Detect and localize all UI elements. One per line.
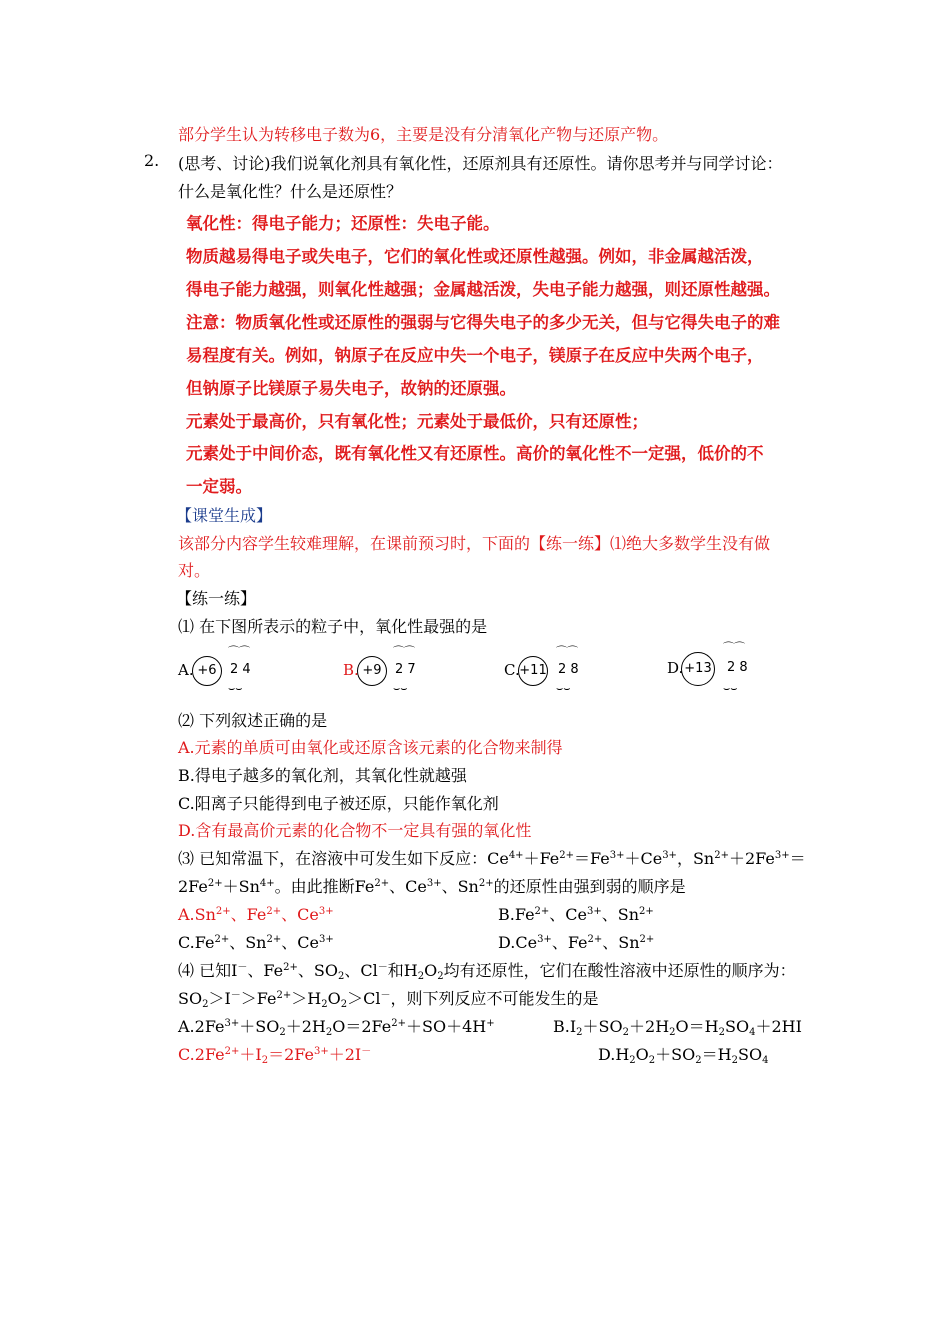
q2-number: 2.: [144, 151, 160, 170]
shell-arc-top-icon: ⌒⌒: [556, 645, 578, 658]
shell-arc-bottom-icon: ⌣⌣: [228, 682, 243, 695]
p2-option-b: B.得电子越多的氧化剂，其氧化性就越强: [178, 766, 467, 785]
p1-option-a-nucleus: +6: [192, 656, 222, 686]
p4-option-d: $D.H_2O_2+SO_2=H_2SO_4$: [598, 1045, 769, 1066]
p1-option-d-shells: 2 8: [727, 660, 748, 675]
p1-option-a-label: A.: [178, 661, 194, 679]
q2-line1: (思考、讨论)我们说氧化剂具有氧化性，还原剂具有还原性。请你思考并与同学讨论：: [178, 154, 783, 173]
p2-option-d: D.含有最高价元素的化合物不一定具有强的氧化性: [178, 821, 532, 840]
p2-stem: ⑵ 下列叙述正确的是: [178, 711, 328, 730]
section-class-heading: 【课堂生成】: [176, 506, 273, 525]
p2-option-c: C.阳离子只能得到电子被还原，只能作氧化剂: [178, 794, 499, 813]
p1-option-c: [504, 640, 614, 700]
answer-line-7: 元素处于最高价，只有氧化性；元素处于最低价，只有还原性；: [186, 412, 648, 431]
p1-option-b-shells: 2 7: [395, 662, 416, 677]
answer-line-4: 注意：物质氧化性或还原性的强弱与它得失电子的多少无关，但与它得失电子的难: [186, 313, 780, 332]
answer-line-1: 氧化性：得电子能力；还原性：失电子能。: [186, 214, 500, 233]
p4-option-c: $C.2Fe^{2+}+I_2=2Fe^{3+}+2I^-$: [178, 1045, 372, 1066]
p1-option-a: [178, 640, 288, 700]
intro-note: 部分学生认为转移电子数为6，主要是没有分清氧化产物与还原产物。: [178, 125, 669, 144]
p4-stem-line-2: $SO_2>I^->Fe^{2+}>H_2O_2>Cl^-$，则下列反应不可能发生的是: [178, 989, 599, 1010]
shell-arc-top-icon: ⌒⌒: [228, 645, 250, 658]
p1-stem: ⑴ 在下图所表示的粒子中，氧化性最强的是: [178, 617, 488, 636]
p1-option-b-label: B.: [343, 661, 359, 679]
p1-option-d: [667, 636, 777, 696]
answer-line-9: 一定弱。: [186, 477, 252, 496]
p3-stem-line-1: ⑶ 已知常温下，在溶液中可发生如下反应：$Ce^{4+}+Fe^{2+}=Fe^{3+}+Ce^{3+}$，$Sn^{2+}+2Fe^{3+}=$: [178, 849, 806, 868]
class-note-line-1: 该部分内容学生较难理解，在课前预习时，下面的【练一练】⑴绝大多数学生没有做: [178, 534, 771, 553]
p3-option-d: $D.Ce^{3+}$、$Fe^{2+}$、$Sn^{2+}$: [498, 933, 655, 952]
shell-arc-bottom-icon: ⌣⌣: [556, 682, 571, 695]
p1-option-b: [343, 640, 453, 700]
shell-arc-top-icon: ⌒⌒: [393, 645, 415, 658]
shell-arc-bottom-icon: ⌣⌣: [393, 682, 408, 695]
class-note-line-2: 对。: [178, 561, 211, 580]
p2-option-a: A.元素的单质可由氧化或还原含该元素的化合物来制得: [178, 738, 563, 757]
shell-arc-bottom-icon: ⌣⌣: [723, 682, 738, 695]
shell-arc-top-icon: ⌒⌒: [723, 641, 745, 654]
p4-option-b: $B.I_2+SO_2+2H_2O=H_2SO_4+2HI$: [553, 1017, 802, 1038]
p1-option-c-label: C.: [504, 661, 520, 679]
p3-stem-line-2: $2Fe^{2+}+Sn^{4+}$。由此推断$Fe^{2+}$、$Ce^{3+}$、$Sn^{2+}$的还原性由强到弱的顺序是: [178, 877, 686, 896]
p1-option-d-label: D.: [667, 659, 684, 677]
section-practice-heading: 【练一练】: [176, 589, 257, 608]
p3-option-c: $C.Fe^{2+}$、$Sn^{2+}$、$Ce^{3+}$: [178, 933, 334, 952]
answer-line-3: 得电子能力越强，则氧化性越强；金属越活泼，失电子能力越强，则还原性越强。: [186, 280, 780, 299]
p1-option-c-shells: 2 8: [558, 662, 579, 677]
p1-option-b-nucleus: +9: [357, 656, 387, 686]
answer-line-5: 易程度有关。例如，钠原子在反应中失一个电子，镁原子在反应中失两个电子，: [186, 346, 764, 365]
p4-stem-line-1: ⑷ 已知I－、$Fe^{2+}$、$SO_2$、Cl－和$H_2O_2$均有还原性，它们在酸性溶液中还原性的顺序为：: [178, 961, 796, 982]
q2-line2: 什么是氧化性？什么是还原性？: [178, 182, 403, 201]
p1-option-c-nucleus: +11: [518, 656, 548, 686]
p3-option-b: $B.Fe^{2+}$、$Ce^{3+}$、$Sn^{2+}$: [498, 905, 654, 924]
answer-line-8: 元素处于中间价态，既有氧化性又有还原性。高价的氧化性不一定强，低价的不: [186, 444, 764, 463]
answer-line-2: 物质越易得电子或失电子，它们的氧化性或还原性越强。例如，非金属越活泼，: [186, 247, 764, 266]
p1-option-d-nucleus: +13: [681, 652, 715, 686]
p3-option-a: $A.Sn^{2+}$、$Fe^{2+}$、$Ce^{3+}$: [178, 905, 334, 924]
p1-option-a-shells: 2 4: [230, 662, 251, 677]
answer-line-6: 但钠原子比镁原子易失电子，故钠的还原强。: [186, 379, 516, 398]
p4-option-a: $A.2Fe^{3+}+SO_2+2H_2O=2Fe^{2+}+SO+4H^+$: [178, 1017, 495, 1038]
